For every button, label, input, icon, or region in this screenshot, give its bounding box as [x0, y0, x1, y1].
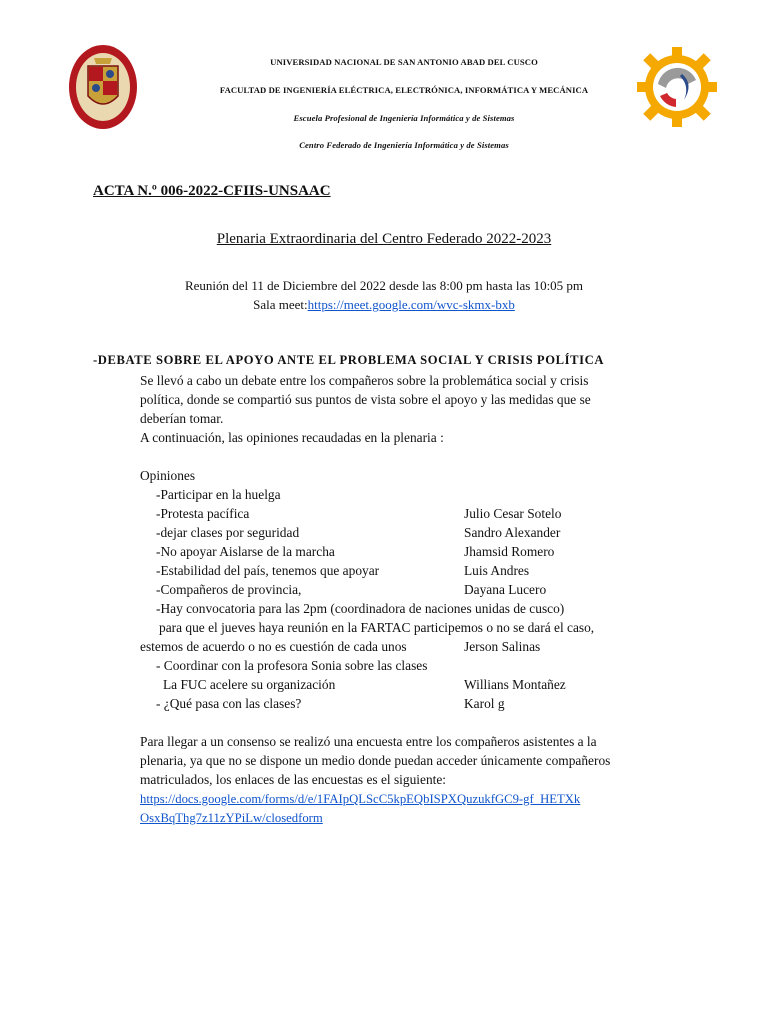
consensus-line: Para llegar a un consenso se realizó una encuesta entre los compañeros asistentes a la	[140, 734, 597, 749]
faculty-gear-logo-icon	[636, 44, 718, 130]
acta-title: ACTA N.º 006-2022-CFIIS-UNSAAC	[93, 183, 331, 199]
opinion-text: -dejar clases por seguridad	[156, 525, 300, 540]
opinion-text: -Estabilidad del país, tenemos que apoyar	[156, 563, 380, 578]
meeting-room	[0, 297, 768, 313]
opinion-author: Dayana Lucero	[464, 582, 547, 597]
faculty-name: FACULTAD DE INGENIERÍA ELÉCTRICA, ELECTRÓNICA, INFORMÁTICA Y MECÁNICA	[219, 85, 589, 95]
center-name: Centro Federado de Ingeniería Informática y de Sistemas	[299, 140, 509, 150]
opinion-text: -Participar en la huelga	[156, 487, 281, 502]
plenaria-title: Plenaria Extraordinaria del Centro Federado 2022-2023	[216, 231, 552, 247]
opinion-text: - Coordinar con la profesora Sonia sobre las clases	[156, 658, 428, 673]
opinion-text: -Compañeros de provincia,	[156, 582, 302, 597]
opinion-text: -Hay convocatoria para las 2pm (coordinadora de naciones unidas de cusco)	[156, 601, 565, 616]
consensus-line: matriculados, los enlaces de las encuestas es el siguiente:	[140, 772, 447, 787]
form-link[interactable]: https://docs.google.com/forms/d/e/1FAIpQLScC5kpEQbISPXQuzukfGC9-gf_HETXk	[140, 792, 581, 806]
form-link[interactable]: OsxBqThg7z11zYPiLw/closedform	[140, 811, 323, 825]
meeting-room-label: Sala meet:	[253, 297, 308, 312]
opinions-label: Opiniones	[140, 468, 196, 483]
opinion-text: - ¿Qué pasa con las clases?	[156, 696, 302, 711]
opinion-author: Sandro Alexander	[464, 525, 561, 540]
section-title: -DEBATE SOBRE EL APOYO ANTE EL PROBLEMA SOCIAL Y CRISIS POLÍTICA	[93, 353, 605, 367]
opinion-author: Jhamsid Romero	[464, 544, 555, 559]
opinion-author: Willians Montañez	[464, 677, 566, 692]
opinion-text: -Protesta pacífica	[156, 506, 250, 521]
intro-line: política, donde se compartió sus puntos de vista sobre el apoyo y las medidas que se	[140, 392, 591, 407]
opinion-text: La FUC acelere su organización	[163, 677, 336, 692]
intro-line: deberían tomar.	[140, 411, 224, 426]
opinion-text: estemos de acuerdo o no es cuestión de cada unos	[140, 639, 407, 654]
university-seal-icon	[68, 44, 138, 130]
university-name: UNIVERSIDAD NACIONAL DE SAN ANTONIO ABAD DEL CUSCO	[270, 57, 538, 67]
opinion-text: para que el jueves haya reunión en la FARTAC participemos o no se dará el caso,	[159, 620, 595, 635]
opinion-author: Luis Andres	[464, 563, 530, 578]
consensus-line: plenaria, ya que no se dispone un medio donde puedan acceder únicamente compañeros	[140, 753, 611, 768]
meeting-date: Reunión del 11 de Diciembre del 2022 desde las 8:00 pm hasta las 10:05 pm	[184, 278, 584, 293]
opinion-author: Karol g	[464, 696, 505, 711]
meeting-link[interactable]: https://meet.google.com/wvc-skmx-bxb	[307, 297, 515, 312]
intro-line: A continuación, las opiniones recaudadas en la plenaria :	[140, 430, 444, 445]
opinion-author: Julio Cesar Sotelo	[464, 506, 562, 521]
school-name: Escuela Profesional de Ingeniería Informática y de Sistemas	[293, 113, 515, 123]
intro-line: Se llevó a cabo un debate entre los compañeros sobre la problemática social y crisis	[140, 373, 589, 388]
opinion-text: -No apoyar Aislarse de la marcha	[156, 544, 335, 559]
opinion-author: Jerson Salinas	[464, 639, 541, 654]
